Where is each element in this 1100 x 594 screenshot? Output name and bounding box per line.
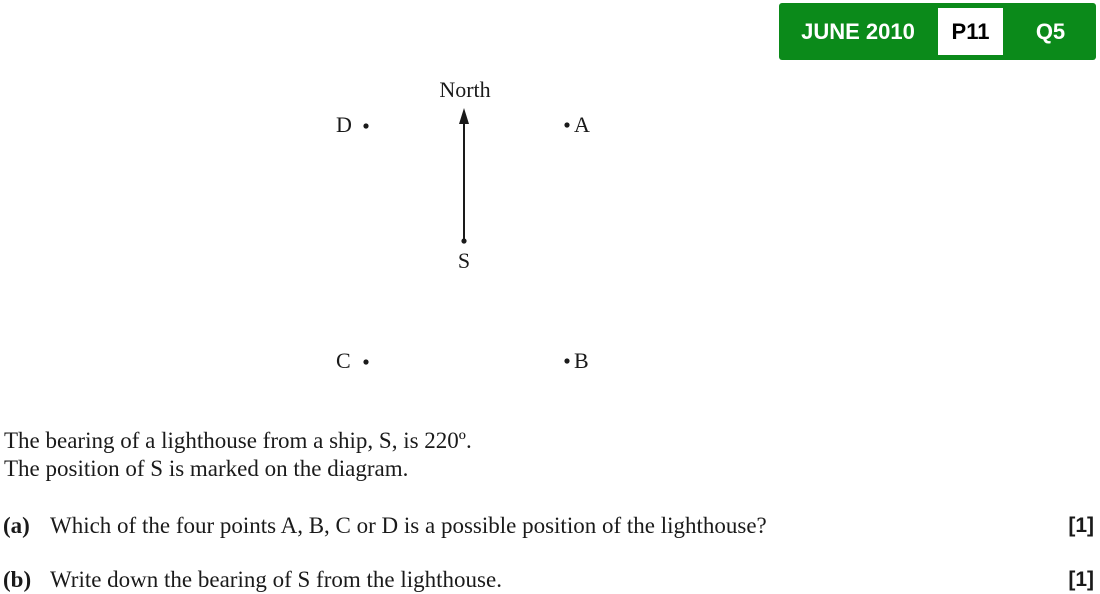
stem-line-1: The bearing of a lighthouse from a ship, S, is 220º. [4,428,472,453]
question-part-b [3,566,502,594]
question-stem [4,427,472,483]
exam-paper: P11 [938,8,1003,55]
part-b-marks: [1] [1068,568,1094,591]
north-label: North [439,77,491,102]
north-arrow-head [459,108,469,124]
point-c-label: C [336,348,351,373]
point-d-dot [363,123,368,128]
exam-session: JUNE 2010 [801,19,915,44]
part-b-text: Write down the bearing of S from the lighthouse. [50,567,502,592]
point-b-dot [564,358,569,363]
point-a-label: A [574,112,590,137]
part-b-label: (b) [3,567,32,592]
question-part-a [3,512,767,540]
point-d-label: D [336,112,352,137]
part-a-label: (a) [3,513,30,538]
point-c-dot [363,359,368,364]
exam-question: Q5 [1035,19,1066,44]
point-a-dot [564,122,569,127]
ship-point [461,238,466,243]
part-a-marks: [1] [1068,514,1094,537]
stem-line-2: The position of S is marked on the diagram. [4,456,409,481]
part-a-text: Which of the four points A, B, C or D is a possible position of the lighthouse? [50,513,767,538]
point-b-label: B [574,348,589,373]
ship-label: S [457,248,471,273]
